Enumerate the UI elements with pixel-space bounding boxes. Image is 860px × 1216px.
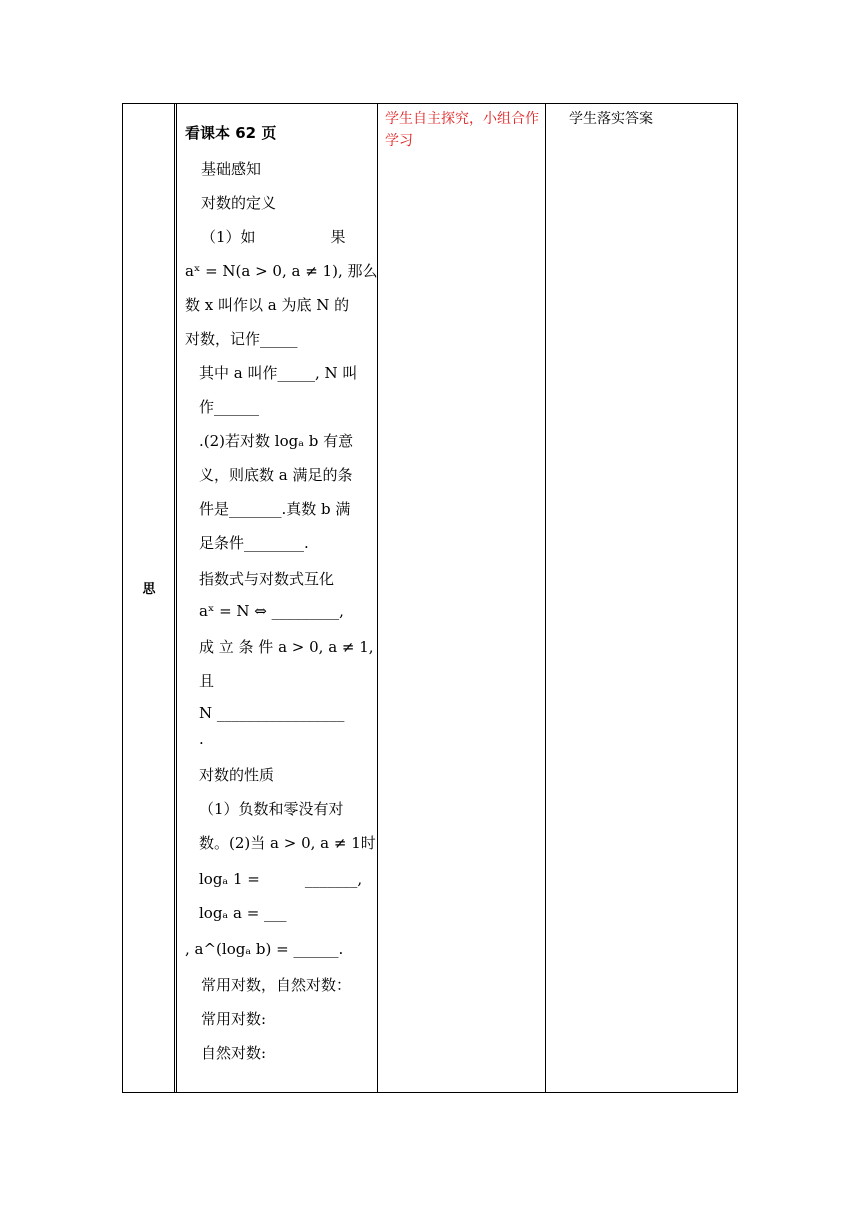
- text-line: 对数的定义: [201, 194, 277, 212]
- activity-column-text: 学生自主探究，小组合作学习: [385, 111, 539, 149]
- text-line: N _________________: [199, 704, 345, 722]
- text-line: , a^(logₐ b) = ______.: [185, 940, 344, 958]
- text-line: 数 x 叫作以 a 为底 N 的: [185, 296, 350, 314]
- text-line: 其中 a 叫作_____, N 叫: [199, 364, 358, 382]
- text-line: 数。(2)当 a > 0, a ≠ 1时: [199, 834, 376, 852]
- text-line: 义，则底数 a 满足的条: [199, 466, 353, 484]
- text-line: aˣ = N ⇔ _________,: [199, 602, 344, 620]
- column-divider: [377, 104, 378, 1092]
- text-line: （1）如 果: [201, 228, 346, 246]
- text-line: 对数的性质: [199, 766, 275, 784]
- text-line: 常用对数:: [201, 1010, 267, 1028]
- section-heading: 看课本 62 页: [185, 124, 277, 142]
- text-line: .: [199, 730, 204, 748]
- text-line: 指数式与对数式互化: [199, 570, 335, 588]
- text-line: logₐ a = ___: [199, 904, 287, 922]
- text-line: .(2)若对数 logₐ b 有意: [199, 432, 354, 450]
- text-line: 常用对数，自然对数：: [201, 976, 352, 994]
- row-label: 思: [142, 582, 156, 597]
- text-line: 且: [199, 672, 215, 690]
- text-line: 成 立 条 件 a > 0, a ≠ 1,: [199, 638, 374, 656]
- text-line: 足条件________.: [199, 534, 309, 552]
- text-line: 件是_______.真数 b 满: [199, 500, 351, 518]
- lesson-table: [122, 103, 738, 1093]
- text-line: 自然对数:: [201, 1044, 267, 1062]
- text-line: aˣ = N(a > 0, a ≠ 1), 那么: [185, 262, 378, 280]
- column-divider: [545, 104, 546, 1092]
- text-line: 对数，记作_____: [185, 330, 298, 348]
- answer-column-text: 学生落实答案: [569, 111, 653, 127]
- text-line: logₐ 1 = _______,: [199, 870, 363, 888]
- text-line: 作______: [199, 398, 260, 416]
- text-line: （1）负数和零没有对: [199, 800, 344, 818]
- column-divider: [174, 104, 177, 1092]
- text-line: 基础感知: [201, 160, 262, 178]
